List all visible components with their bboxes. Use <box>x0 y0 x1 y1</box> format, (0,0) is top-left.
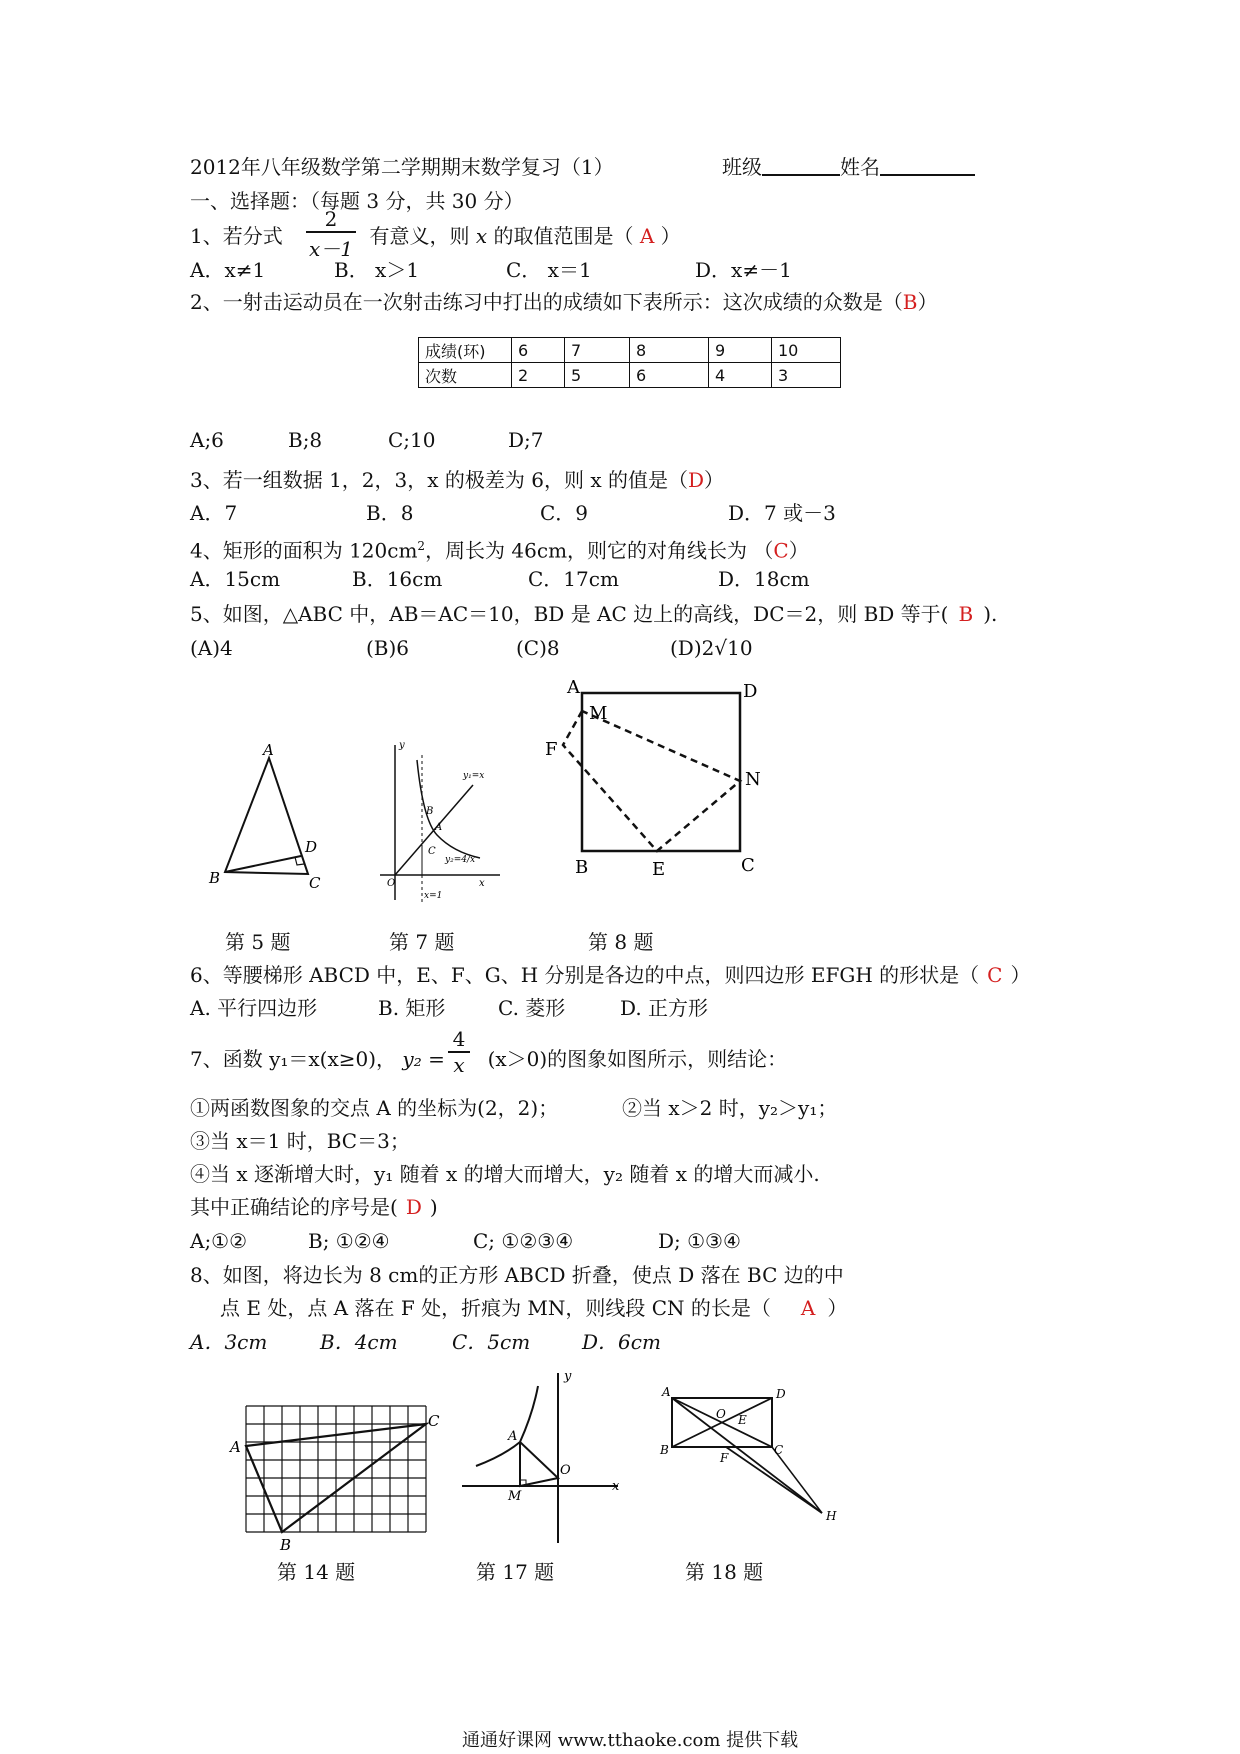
q1-close: ） <box>660 224 681 248</box>
figure-5 <box>205 741 335 900</box>
q1-option-d[interactable]: D．x≠－1 <box>695 258 792 282</box>
q2-option-c[interactable]: C;10 <box>388 428 436 452</box>
q1-var: x <box>475 224 488 248</box>
q7-text-a: 7、函数 y₁＝x(x≥0)， <box>190 1047 397 1071</box>
q5-option-c[interactable]: (C)8 <box>516 636 560 660</box>
q7-option-c[interactable]: C; ①②③④ <box>473 1229 574 1253</box>
table-cell: 5 <box>565 363 630 388</box>
fig5-label: B <box>209 869 221 887</box>
q6-text: 6、等腰梯形 ABCD 中，E、F、G、H 分别是各边的中点，则四边形 EFGH 的形状是（ <box>190 963 980 987</box>
q7-numerator: 4 <box>452 1027 466 1051</box>
table-cell: 9 <box>709 338 772 363</box>
section-title: 一、选择题：（每题 3 分，共 30 分） <box>190 189 524 213</box>
q7-option-b[interactable]: B; ①②④ <box>308 1229 390 1253</box>
q2-close: ） <box>917 290 938 314</box>
q2-option-b[interactable]: B;8 <box>288 428 323 452</box>
caption-fig5: 第 5 题 <box>225 930 291 954</box>
figure-17 <box>458 1368 628 1548</box>
fig18-label: D <box>776 1387 786 1401</box>
q6-option-d[interactable]: D. 正方形 <box>620 996 709 1020</box>
q6-close: ） <box>1010 963 1031 987</box>
q8-option-c[interactable]: C．5cm <box>452 1330 531 1354</box>
q3-option-b[interactable]: B．8 <box>366 501 414 525</box>
q8-option-b[interactable]: B．4cm <box>320 1330 398 1354</box>
q5-stem <box>190 601 997 627</box>
q8-answer: A <box>800 1296 816 1320</box>
q6-option-b[interactable]: B. 矩形 <box>378 996 446 1020</box>
fig5-label: A <box>263 741 274 759</box>
table-cell: 次数 <box>419 363 512 388</box>
q6-answer: C <box>987 963 1003 987</box>
exam-title: 2012年八年级数学第二学期期末数学复习（1） <box>190 155 614 179</box>
q2-option-a[interactable]: A;6 <box>190 428 224 452</box>
table-cell: 6 <box>630 363 709 388</box>
score-table <box>418 337 841 388</box>
footer-credit: 通通好课网 www.tthaoke.com 提供下载 <box>462 1730 799 1751</box>
q1-stem <box>190 223 681 249</box>
fig17-label: O <box>560 1463 571 1478</box>
fig7-label: y₂=4/x <box>445 855 476 865</box>
table-row <box>419 363 841 388</box>
fig8-label: A <box>567 677 580 698</box>
q7-close: ) <box>429 1195 438 1219</box>
q7-option-d[interactable]: D; ①③④ <box>658 1229 741 1253</box>
q1-fraction <box>306 207 356 262</box>
q4-close: ） <box>788 538 809 563</box>
fig14-label: C <box>428 1412 440 1430</box>
fig17-label: x <box>612 1479 620 1494</box>
q6-option-a[interactable]: A. 平行四边形 <box>190 996 318 1020</box>
fig8-label: F <box>545 739 558 760</box>
q8-close: ） <box>827 1296 848 1320</box>
q4-option-d[interactable]: D．18cm <box>718 567 810 591</box>
q1-text-a: 1、若分式 <box>190 224 283 248</box>
fig14-label: A <box>230 1438 241 1456</box>
q1-denominator: x－1 <box>308 236 353 261</box>
q5-option-a[interactable]: (A)4 <box>190 636 233 660</box>
caption-fig17: 第 17 题 <box>476 1560 555 1584</box>
q1-option-a[interactable]: A．x≠1 <box>190 258 266 282</box>
figure-8 <box>545 675 785 880</box>
figure-18 <box>654 1380 874 1540</box>
q5-close: ). <box>983 602 998 626</box>
q4-text-b: ，周长为 46cm，则它的对角线长为 （ <box>425 538 774 563</box>
table-cell: 4 <box>709 363 772 388</box>
q8-line1: 8、如图，将边长为 8 cm的正方形 ABCD 折叠，使点 D 落在 BC 边的中 <box>190 1263 844 1287</box>
fig7-label: x=1 <box>424 891 443 901</box>
q5-answer: B <box>958 602 974 626</box>
fig7-label: B <box>426 806 434 817</box>
caption-fig18: 第 18 题 <box>685 1560 764 1584</box>
table-cell: 6 <box>512 338 565 363</box>
q7-conclusion-3: ③当 x＝1 时，BC＝3； <box>190 1129 410 1153</box>
q7-fraction <box>448 1027 470 1077</box>
q7-ask <box>190 1194 438 1220</box>
fig18-label: A <box>662 1385 671 1399</box>
q1-numerator: 2 <box>324 207 338 231</box>
q2-stem <box>190 289 937 315</box>
q7-stem <box>190 1046 787 1072</box>
q8-option-a[interactable]: A．3cm <box>190 1330 268 1354</box>
fig8-label: E <box>652 859 666 880</box>
q2-text: 2、一射击运动员在一次射击练习中打出的成绩如下表所示：这次成绩的众数是（ <box>190 290 903 314</box>
q8-option-d[interactable]: D．6cm <box>582 1330 661 1354</box>
q4-answer: C <box>773 538 789 563</box>
q7-conclusion-1: ①两函数图象的交点 A 的坐标为(2，2)； <box>190 1096 559 1120</box>
q3-text: 3、若一组数据 1，2，3，x 的极差为 6，则 x 的值是（ <box>190 468 688 492</box>
q8-text: 点 E 处，点 A 落在 F 处，折痕为 MN，则线段 CN 的长是（ <box>220 1296 771 1320</box>
fig18-label: C <box>774 1443 784 1457</box>
q7-denominator: x <box>453 1052 465 1077</box>
fig8-label: B <box>575 857 589 878</box>
figure-7 <box>375 740 505 910</box>
q1-option-c[interactable]: C． x＝1 <box>506 258 592 282</box>
fig5-label: C <box>309 874 321 892</box>
fig17-label: A <box>508 1429 518 1444</box>
q7-conclusion-4: ④当 x 逐渐增大时，y₁ 随着 x 的增大而增大，y₂ 随着 x 的增大而减小. <box>190 1162 820 1186</box>
table-cell: 2 <box>512 363 565 388</box>
q1-text-c: 的取值范围是（ <box>493 224 634 248</box>
fig8-label: N <box>745 769 761 790</box>
q7-conclusion-2: ②当 x＞2 时，y₂＞y₁； <box>622 1096 838 1120</box>
fig7-label: C <box>428 846 436 857</box>
q4-option-c[interactable]: C．17cm <box>528 567 619 591</box>
fig18-label: E <box>738 1413 747 1427</box>
q1-option-b[interactable]: B． x＞1 <box>334 258 420 282</box>
q2-option-d[interactable]: D;7 <box>508 428 544 452</box>
q6-stem <box>190 962 1030 988</box>
q3-close: ） <box>704 468 725 492</box>
q8-line2 <box>220 1295 847 1321</box>
class-blank[interactable] <box>762 154 840 176</box>
student-info <box>722 154 975 180</box>
q5-option-d[interactable]: (D)2√10 <box>670 636 753 660</box>
fig18-label: F <box>720 1451 729 1465</box>
q7-ask-text: 其中正确结论的序号是( <box>190 1195 398 1219</box>
q4-option-b[interactable]: B．16cm <box>352 567 443 591</box>
name-blank[interactable] <box>880 154 975 176</box>
q2-answer: B <box>902 290 918 314</box>
fig7-label: O <box>387 878 396 889</box>
q3-option-d[interactable]: D．7 或－3 <box>728 501 836 525</box>
fig7-label: x <box>479 878 485 889</box>
caption-fig7: 第 7 题 <box>389 930 455 954</box>
fig7-label: y <box>399 740 405 751</box>
name-label: 姓名 <box>840 155 880 179</box>
q4-stem <box>190 533 809 564</box>
q4-option-a[interactable]: A．15cm <box>190 567 281 591</box>
q1-answer: A <box>639 224 655 248</box>
table-cell: 10 <box>772 338 841 363</box>
q7-y2: y₂ = <box>402 1047 445 1071</box>
figure-14 <box>230 1398 440 1558</box>
fig18-label: B <box>660 1443 669 1457</box>
q5-text: 5、如图，△ABC 中，AB＝AC＝10，BD 是 AC 边上的高线，DC＝2，则 BD 等于( <box>190 602 949 626</box>
fig7-label: y₁=x <box>463 771 485 781</box>
q1-text-b: 有意义，则 <box>369 224 470 248</box>
caption-fig8: 第 8 题 <box>588 930 654 954</box>
q6-option-c[interactable]: C. 菱形 <box>498 996 566 1020</box>
table-cell: 成绩(环) <box>419 338 512 363</box>
fig8-label: D <box>743 681 758 702</box>
fig7-label: A <box>435 822 443 833</box>
q4-sup: 2 <box>417 539 426 553</box>
page-title <box>190 154 614 180</box>
table-cell: 3 <box>772 363 841 388</box>
q4-text-a: 4、矩形的面积为 120cm <box>190 538 418 563</box>
table-cell: 8 <box>630 338 709 363</box>
fig14-label: B <box>280 1536 292 1554</box>
q7-text-b: (x＞0)的图象如图所示，则结论： <box>487 1047 788 1071</box>
q7-answer: D <box>405 1195 422 1219</box>
caption-fig14: 第 14 题 <box>277 1560 356 1584</box>
class-label: 班级 <box>722 155 762 179</box>
table-row <box>419 338 841 363</box>
q5-option-b[interactable]: (B)6 <box>366 636 410 660</box>
fig18-label: O <box>716 1407 726 1421</box>
fig17-label: y <box>564 1369 572 1384</box>
fig5-label: D <box>305 838 318 856</box>
q7-option-a[interactable]: A;①② <box>190 1229 248 1253</box>
fig17-label: M <box>508 1489 522 1504</box>
q3-option-a[interactable]: A．7 <box>190 501 238 525</box>
fig8-label: M <box>589 703 608 724</box>
table-cell: 7 <box>565 338 630 363</box>
q3-stem <box>190 467 724 493</box>
q3-option-c[interactable]: C．9 <box>540 501 589 525</box>
q3-answer: D <box>687 468 705 492</box>
fig18-label: H <box>826 1509 837 1523</box>
fig8-label: C <box>741 855 755 876</box>
